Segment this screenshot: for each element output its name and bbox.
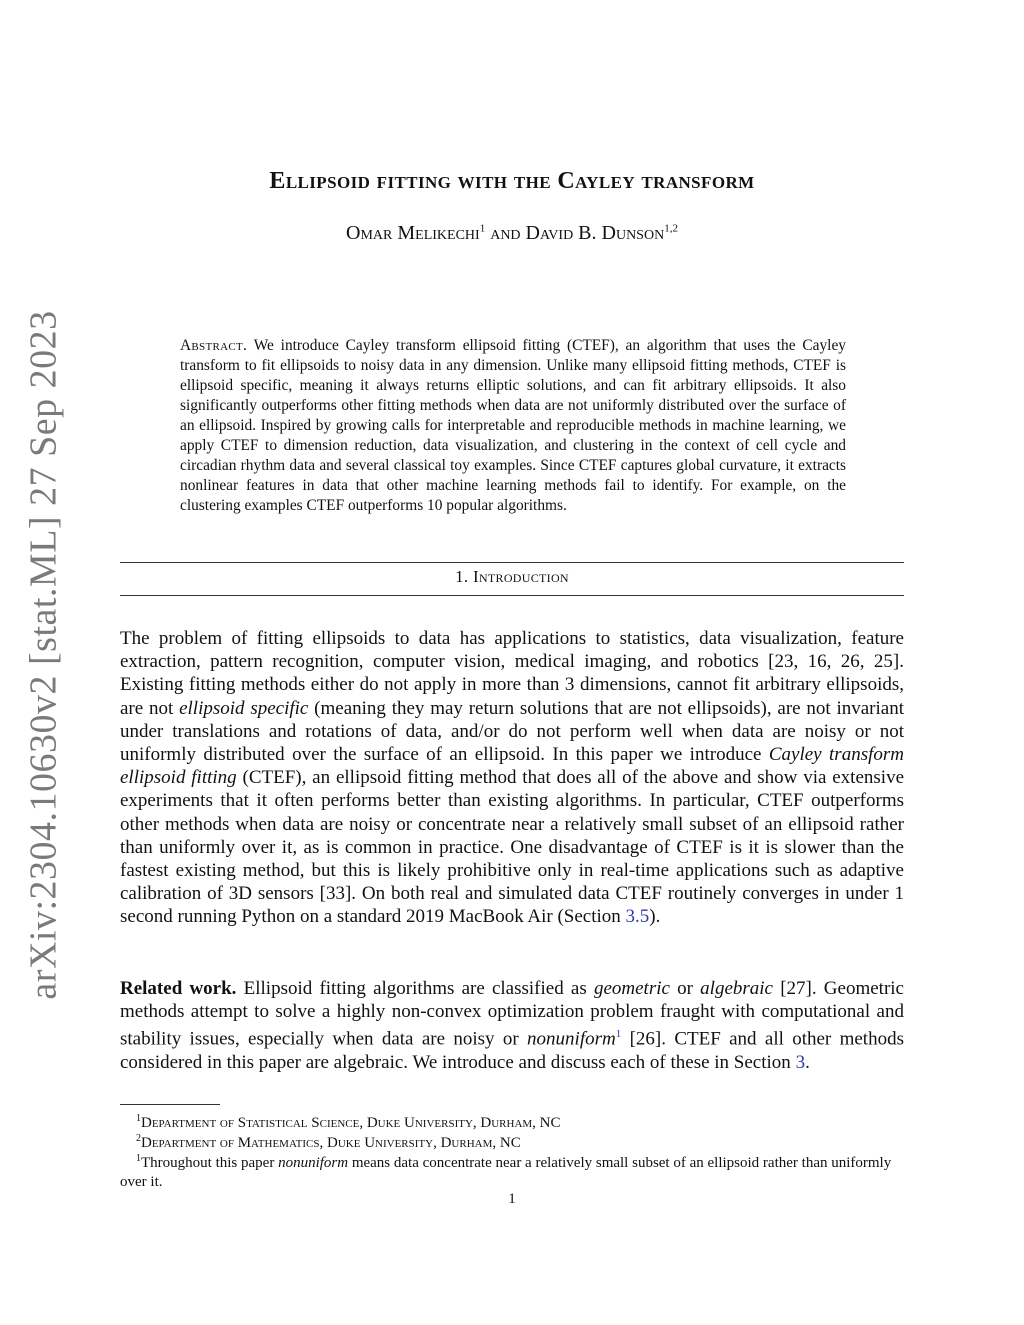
section-heading-introduction: 1. Introduction (455, 567, 569, 586)
intro-paragraph (120, 627, 904, 929)
affiliation-1-marker: 1 (136, 1113, 141, 1124)
related-emphasis-nonuniform: nonuniform (527, 1028, 616, 1050)
author-joiner: and (490, 222, 521, 244)
intro-text-3: (CTEF), an ellipsoid fitting method that does all of the above and show via extensive experiments that it often performs better than existing algorithms. In particular, CTEF outperforms other methods when data are noisy or concentrate near a relatively small subset of an ellipsoid rather than uniformly over it, as is common in practice. One disadvantage of CTEF is it is slower than the fastest existing method, but this is likely prohibitive only in real-time applications such as adaptive calibration of 3D sensors [33]. On both real and simulated data CTEF routinely converges in under 1 second running Python on a standard 2019 MacBook Air (Section (120, 767, 904, 928)
paper-title: Ellipsoid fitting with the Cayley transform (269, 168, 755, 194)
related-text-4: [26]. CTEF and all other methods considered in this paper are algebraic. We introduce and discuss each of these in Section (120, 1028, 904, 1073)
related-text-2: or (669, 978, 701, 999)
related-emphasis-geometric: geometric (593, 978, 670, 999)
related-work-label: Related work. (120, 978, 237, 999)
footnote-nonuniform (120, 1149, 904, 1192)
intro-emphasis-ctef: Cayley transform ellipsoid fitting (120, 744, 904, 789)
abstract-text: We introduce Cayley transform ellipsoid fitting (CTEF), an algorithm that uses the Cayley transform to fit ellipsoids to noisy data in any dimension. Unlike many ellipsoid fitting methods, CTEF is ellipsoid specific, meaning it always returns elliptic solutions, and can fit arbitrary ellipsoids. It also significantly outperforms other fitting methods when data are not uniformly distributed over the surface of an ellipsoid. Inspired by growing calls for interpretable and reproducible methods in machine learning, we apply CTEF to dimension reduction, data visualization, and clustering in the context of cell cycle and circadian rhythm data and several classical toy examples. Since CTEF captures global curvature, it extracts nonlinear features in data that other machine learning methods fail to identify. For example, on the clustering examples CTEF outperforms 10 popular algorithms. (180, 337, 846, 514)
related-text-1: Ellipsoid fitting algorithms are classified as (236, 978, 594, 999)
related-text-5: . (805, 1051, 810, 1073)
intro-emphasis-ellipsoid-specific: ellipsoid specific (179, 697, 309, 719)
section-rule-bottom (120, 595, 904, 596)
related-emphasis-algebraic: algebraic (700, 978, 773, 999)
intro-text-1: The problem of fitting ellipsoids to data has applications to statistics, data visualization, feature extraction, pattern recognition, computer vision, medical imaging, and robotics [23, 16, 26, 25]. Existing fitting methods either do not apply in more than 3 dimensions, cannot fit arbitrary ellipsoids, are not (120, 628, 904, 719)
related-text-3: [27]. Geometric methods attempt to solve a highly non-convex optimization problem fraught with computational and stability issues, especially when data are noisy or (120, 978, 904, 1050)
abstract (180, 336, 846, 516)
affiliation-2-text: Department of Mathematics, Duke University, Durham, NC (141, 1135, 521, 1151)
related-work-paragraph (120, 977, 904, 1074)
footnote-rule (120, 1104, 220, 1105)
author-line (0, 222, 1024, 245)
intro-text-2: (meaning they may return solutions that are not ellipsoids), are not invariant under translations and rotations of data, and/or do not perform well when data are noisy or not uniformly distributed over the surface of an ellipsoid. In this paper we introduce (120, 697, 904, 766)
affiliation-1-text: Department of Statistical Science, Duke University, Durham, NC (141, 1115, 561, 1131)
arxiv-id-text: arXiv:2304.10630v2 [stat.ML] 27 Sep 2023 (23, 310, 65, 1000)
footnote-nonuniform-text-1: Throughout this paper (141, 1155, 279, 1171)
section-3-5-link[interactable]: 3.5 (625, 906, 650, 928)
affiliation-2-marker: 2 (136, 1133, 141, 1144)
intro-text-4: ). (649, 906, 661, 928)
abstract-label: Abstract. (180, 337, 248, 354)
section-3-link[interactable]: 3 (795, 1051, 806, 1073)
footnote-nonuniform-text-2: means data concentrate near a relatively small subset of an ellipsoid rather than uniformly over it. (120, 1155, 892, 1190)
footnote-nonuniform-emphasis: nonuniform (278, 1155, 349, 1171)
author-2-affiliation: 1,2 (664, 222, 678, 235)
arxiv-identifier-stamp (14, 310, 74, 1000)
author-1-affiliation: 1 (479, 222, 486, 235)
author-1: Omar Melikechi (346, 222, 480, 244)
page-number: 1 (508, 1191, 516, 1207)
section-rule-top (120, 562, 904, 563)
footnote-1-marker-link[interactable]: 1 (615, 1028, 622, 1041)
author-2: David B. Dunson (525, 222, 665, 244)
footnote-nonuniform-marker: 1 (136, 1153, 141, 1164)
